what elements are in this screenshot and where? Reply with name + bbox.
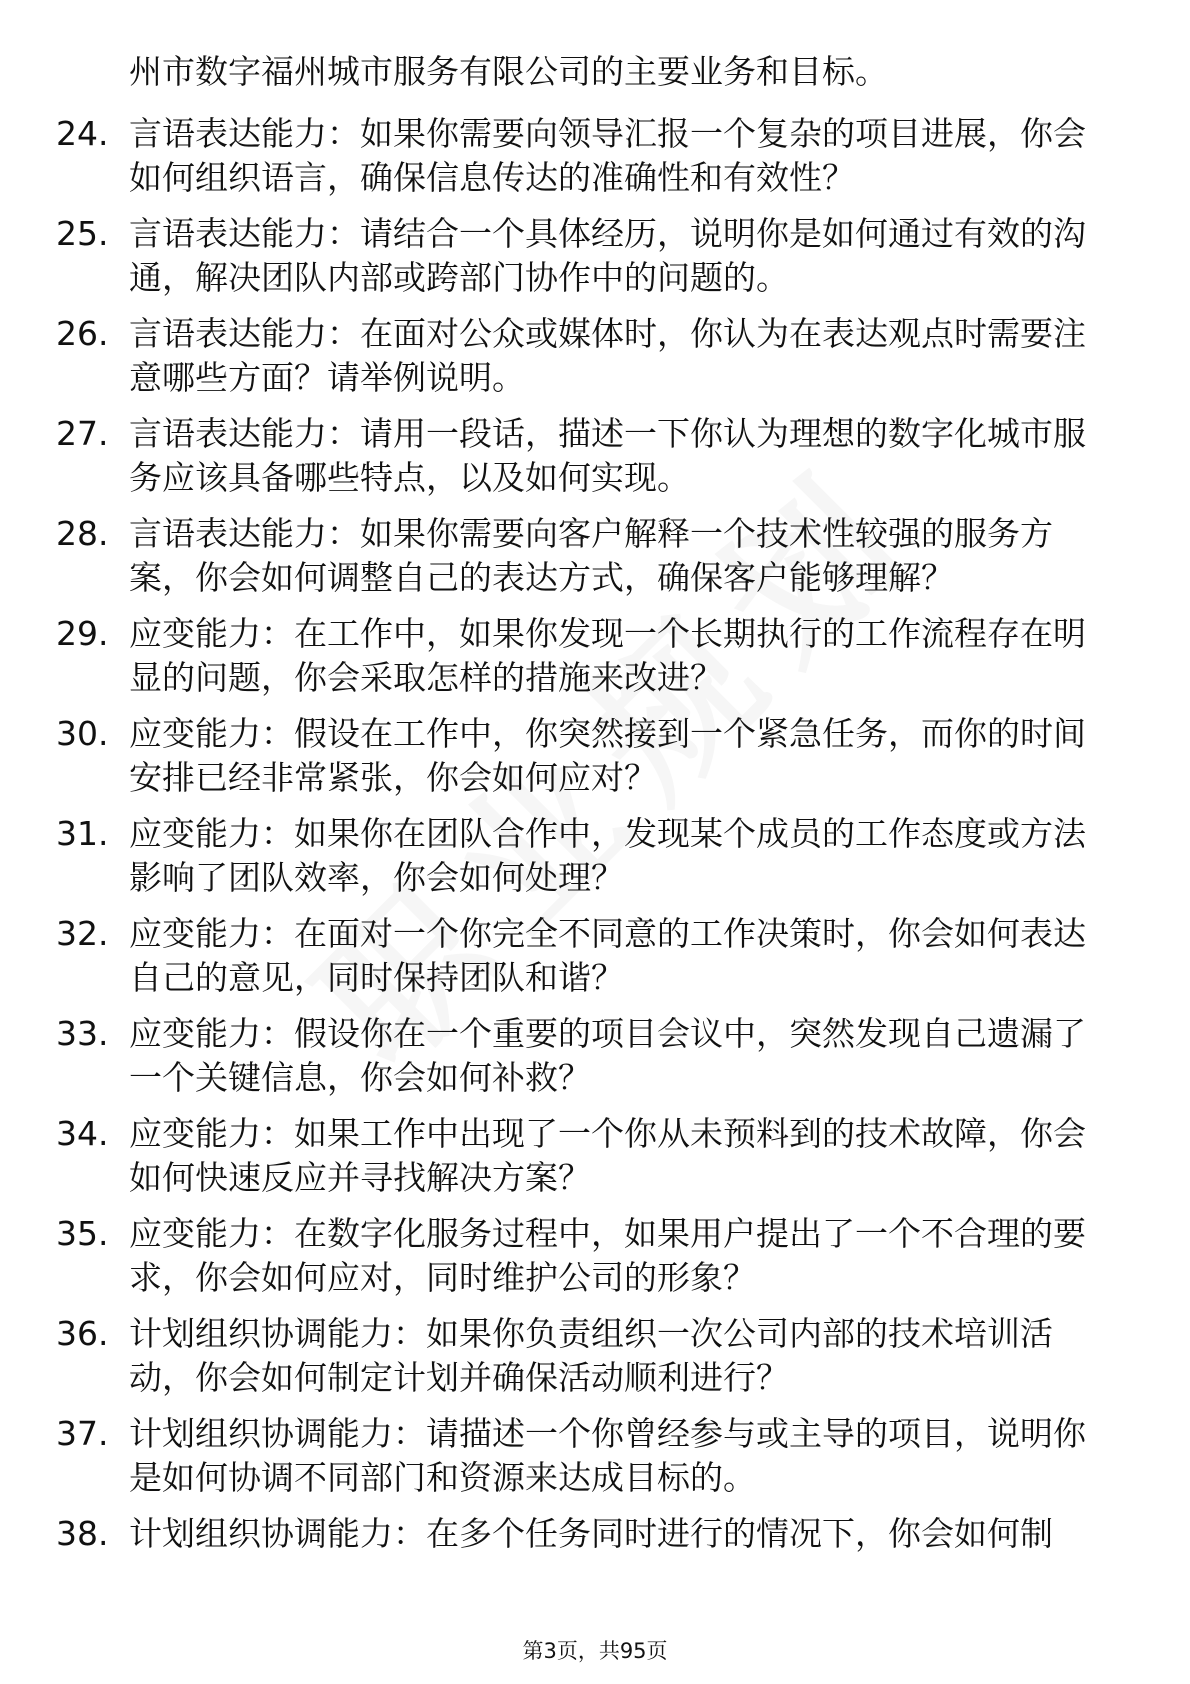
- question-number: 26.: [56, 314, 109, 353]
- question-number: 36.: [56, 1314, 109, 1353]
- question-item: [56, 812, 1116, 912]
- question-text: 言语表达能力：请用一段话，描述一下你认为理想的数字化城市服务应该具备哪些特点，以及如何实现。: [129, 414, 1086, 497]
- page-footer: 第3页，共95页: [522, 1639, 668, 1663]
- question-item: [56, 712, 1116, 812]
- question-number: 37.: [56, 1414, 109, 1453]
- question-text: 应变能力：在工作中，如果你发现一个长期执行的工作流程存在明显的问题，你会采取怎样的措施来改进？: [129, 614, 1086, 697]
- question-number: 33.: [56, 1014, 109, 1053]
- question-text: 应变能力：在面对一个你完全不同意的工作决策时，你会如何表达自己的意见，同时保持团队和谐？: [129, 914, 1086, 997]
- question-number: 31.: [56, 814, 109, 853]
- question-item: [56, 412, 1116, 512]
- question-text: 计划组织协调能力：如果你负责组织一次公司内部的技术培训活动，你会如何制定计划并确保活动顺利进行？: [129, 1314, 1053, 1397]
- question-item: [56, 1312, 1116, 1412]
- question-number: 29.: [56, 614, 109, 653]
- question-item: [56, 1212, 1116, 1312]
- question-number: 35.: [56, 1214, 109, 1253]
- question-text: 言语表达能力：请结合一个具体经历，说明你是如何通过有效的沟通，解决团队内部或跨部门协作中的问题的。: [129, 214, 1086, 297]
- question-text: 言语表达能力：如果你需要向客户解释一个技术性较强的服务方案，你会如何调整自己的表达方式，确保客户能够理解？: [129, 514, 1053, 597]
- question-number: 30.: [56, 714, 109, 753]
- question-item: [56, 1412, 1116, 1512]
- question-text: 应变能力：假设在工作中，你突然接到一个紧急任务，而你的时间安排已经非常紧张，你会如何应对？: [129, 714, 1086, 797]
- continuation-text: 州市数字福州城市服务有限公司的主要业务和目标。: [129, 52, 888, 91]
- question-item: [56, 112, 1116, 212]
- question-item: [56, 1112, 1116, 1212]
- question-item: [56, 1512, 1116, 1612]
- question-number: 25.: [56, 214, 109, 253]
- question-item: [56, 312, 1116, 412]
- question-text: 应变能力：在数字化服务过程中，如果用户提出了一个不合理的要求，你会如何应对，同时维护公司的形象？: [129, 1214, 1086, 1297]
- question-number: 24.: [56, 114, 109, 153]
- question-item: [56, 1012, 1116, 1112]
- question-text: 言语表达能力：在面对公众或媒体时，你认为在表达观点时需要注意哪些方面？请举例说明。: [129, 314, 1086, 397]
- question-text: 计划组织协调能力：在多个任务同时进行的情况下，你会如何制: [129, 1514, 1053, 1553]
- question-text: 言语表达能力：如果你需要向领导汇报一个复杂的项目进展，你会如何组织语言，确保信息传达的准确性和有效性？: [129, 114, 1086, 197]
- question-item: [56, 212, 1116, 312]
- question-number: 34.: [56, 1114, 109, 1153]
- question-text: 计划组织协调能力：请描述一个你曾经参与或主导的项目，说明你是如何协调不同部门和资源来达成目标的。: [129, 1414, 1086, 1497]
- question-number: 32.: [56, 914, 109, 953]
- question-text: 应变能力：假设你在一个重要的项目会议中，突然发现自己遗漏了一个关键信息，你会如何补救？: [129, 1014, 1086, 1097]
- question-number: 27.: [56, 414, 109, 453]
- question-number: 28.: [56, 514, 109, 553]
- question-number: 38.: [56, 1514, 109, 1553]
- question-item: [56, 912, 1116, 1012]
- question-text: 应变能力：如果你在团队合作中，发现某个成员的工作态度或方法影响了团队效率，你会如何处理？: [129, 814, 1086, 897]
- question-item: [56, 612, 1116, 712]
- question-text: 应变能力：如果工作中出现了一个你从未预料到的技术故障，你会如何快速反应并寻找解决方案？: [129, 1114, 1086, 1197]
- question-list: [56, 112, 1116, 1612]
- question-item: [56, 512, 1116, 612]
